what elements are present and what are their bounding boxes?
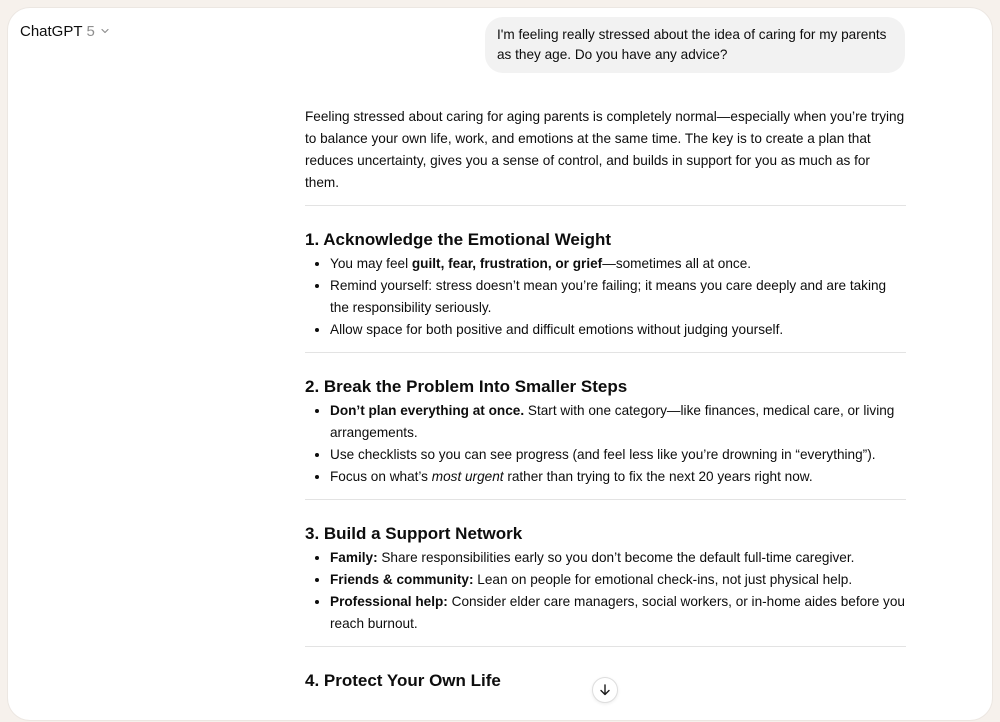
user-message-bubble <box>485 17 905 73</box>
model-selector[interactable] <box>20 20 110 42</box>
list-item: • Allow space for both positive and difficult emotions without judging yourself. <box>330 319 906 341</box>
list-item: • Professional help: Consider elder care managers, social workers, or in-home aides before you reach burnout. <box>330 591 906 635</box>
section-divider <box>305 205 906 206</box>
bullet-list <box>305 400 906 488</box>
chat-window <box>8 8 992 720</box>
section-divider <box>305 646 906 647</box>
chevron-down-icon <box>100 26 110 36</box>
arrow-down-icon <box>598 683 612 697</box>
section-heading: 2. Break the Problem Into Smaller Steps <box>305 377 628 396</box>
section-heading: 1. Acknowledge the Emotional Weight <box>305 230 612 249</box>
list-item: • Use checklists so you can see progress (and feel less like you’re drowning in “everything”). <box>330 444 906 466</box>
bullet-list <box>305 253 906 341</box>
assistant-intro: Feeling stressed about caring for aging parents is completely normal—especially when you’re trying to balance your own life, work, and emotions at the same time. The key is to create a plan that reduces uncertainty, gives you a sense of control, and builds in support for you as much as for them. <box>305 109 905 190</box>
assistant-message <box>305 106 906 693</box>
list-item: • Remind yourself: stress doesn’t mean you’re failing; it means you care deeply and are taking the responsibility seriously. <box>330 275 906 319</box>
model-version: 5 <box>86 22 95 40</box>
list-item: • Don’t plan everything at once. Start with one category—like finances, medical care, or living arrangements. <box>330 400 906 444</box>
list-item: • Focus on what’s most urgent rather than trying to fix the next 20 years right now. <box>330 466 906 488</box>
section-divider <box>305 352 906 353</box>
list-item: • Family: Share responsibilities early so you don’t become the default full-time caregiver. <box>330 547 906 569</box>
user-message-text: I'm feeling really stressed about the idea of caring for my parents as they age. Do you have any advice? <box>497 27 887 62</box>
list-item: • You may feel guilt, fear, frustration, or grief—sometimes all at once. <box>330 253 906 275</box>
scroll-to-bottom-button[interactable] <box>592 677 618 703</box>
model-name: ChatGPT <box>20 22 83 40</box>
section-heading: 3. Build a Support Network <box>305 524 523 543</box>
section-heading: 4. Protect Your Own Life <box>305 671 501 690</box>
list-item: • Friends & community: Lean on people for emotional check-ins, not just physical help. <box>330 569 906 591</box>
section-divider <box>305 499 906 500</box>
bullet-list <box>305 547 906 635</box>
